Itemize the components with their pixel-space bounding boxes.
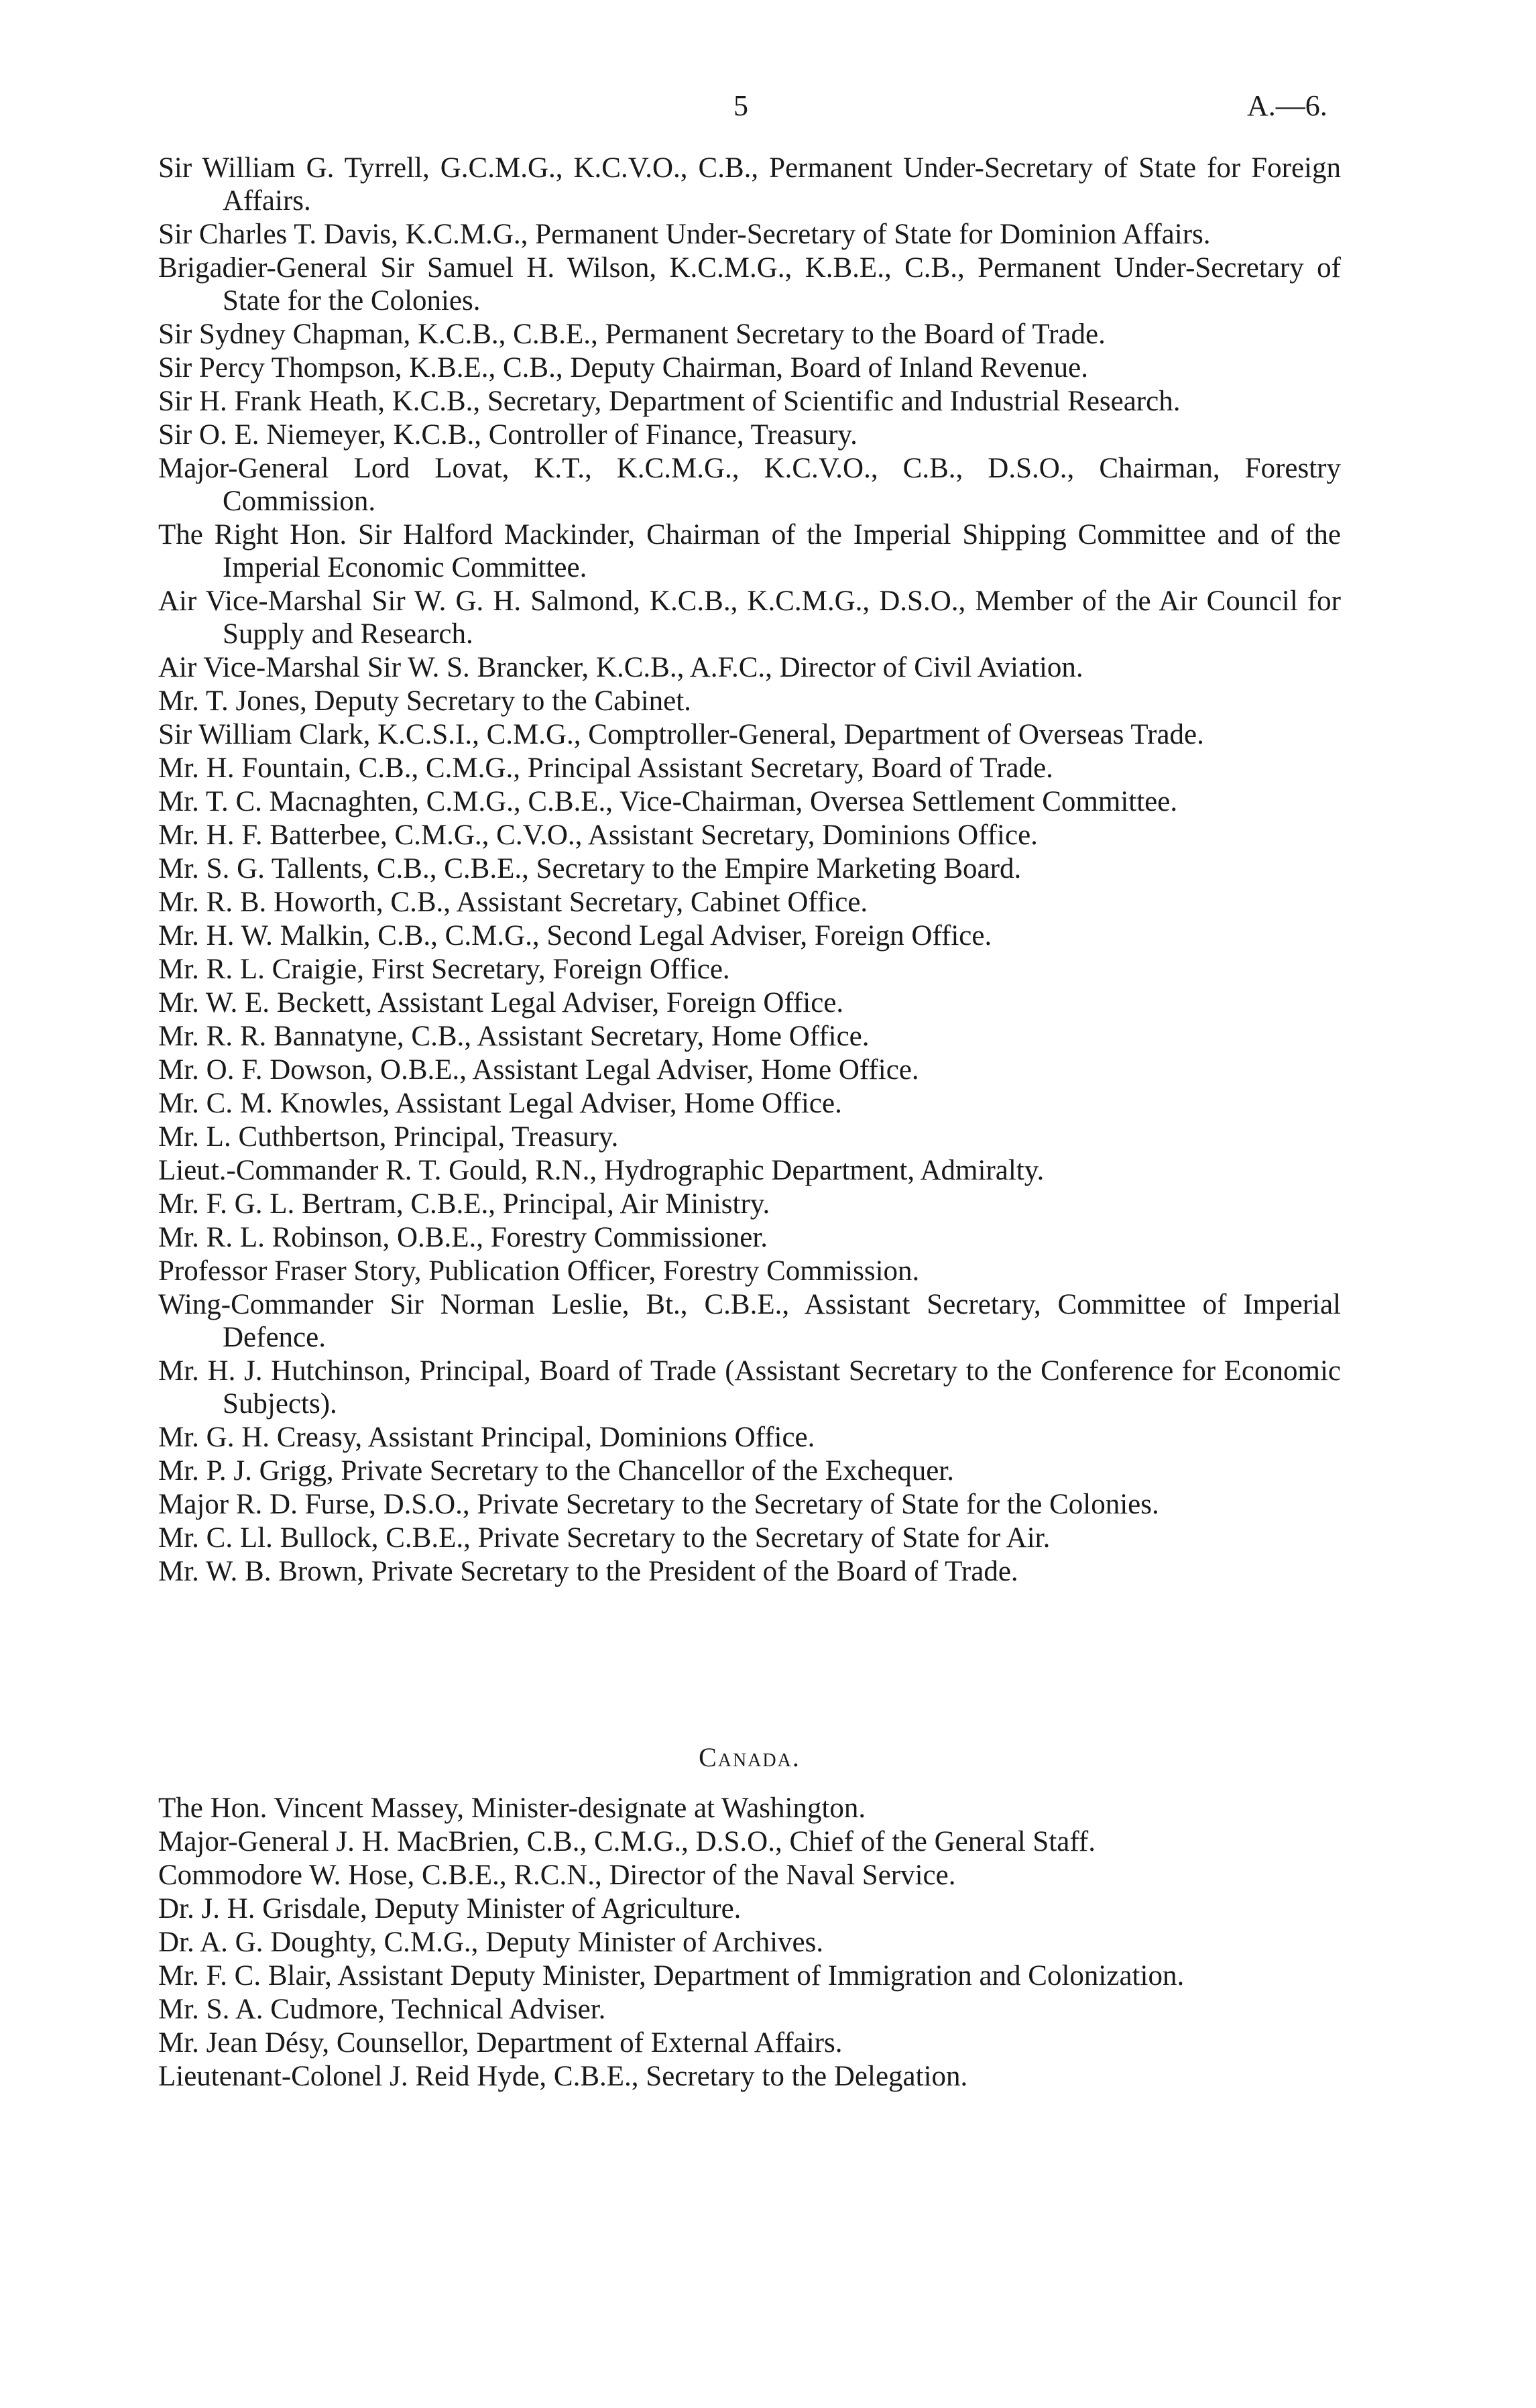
list-item: Lieutenant-Colonel J. Reid Hyde, C.B.E., Secretary to the Delegation.	[158, 2061, 968, 2092]
list-item: Sir Sydney Chapman, K.C.B., C.B.E., Permanent Secretary to the Board of Trade.	[158, 319, 1106, 350]
list-item: Mr. F. G. L. Bertram, C.B.E., Principal, Air Ministry.	[158, 1188, 770, 1220]
list-item: Major-General Lord Lovat, K.T., K.C.M.G., K.C.V.O., C.B., D.S.O., Chairman, Forestry Commission.	[158, 453, 1341, 517]
list-item: Mr. R. R. Bannatyne, C.B., Assistant Secretary, Home Office.	[158, 1021, 870, 1052]
list-item: Mr. T. Jones, Deputy Secretary to the Cabinet.	[158, 685, 691, 717]
list-item: Sir H. Frank Heath, K.C.B., Secretary, Department of Scientific and Industrial Research.	[158, 386, 1181, 417]
list-item: Air Vice-Marshal Sir W. S. Brancker, K.C.B., A.F.C., Director of Civil Aviation.	[158, 652, 1083, 683]
list-item: Mr. R. L. Robinson, O.B.E., Forestry Commissioner.	[158, 1222, 768, 1253]
list-item: Mr. S. A. Cudmore, Technical Adviser.	[158, 1994, 606, 2025]
list-item: Dr. A. G. Doughty, C.M.G., Deputy Minister of Archives.	[158, 1927, 824, 1958]
list-item: Mr. H. J. Hutchinson, Principal, Board of Trade (Assistant Secretary to the Conference for Economic Subjects).	[158, 1355, 1341, 1420]
list-item: Mr. G. H. Creasy, Assistant Principal, Dominions Office.	[158, 1422, 815, 1453]
list-item: Sir O. E. Niemeyer, K.C.B., Controller of Finance, Treasury.	[158, 419, 858, 451]
document-reference: A.—6.	[1247, 89, 1327, 122]
list-item: Mr. C. M. Knowles, Assistant Legal Adviser, Home Office.	[158, 1088, 842, 1119]
list-item: Mr. L. Cuthbertson, Principal, Treasury.	[158, 1121, 619, 1153]
list-item: Mr. P. J. Grigg, Private Secretary to the Chancellor of the Exchequer.	[158, 1455, 954, 1487]
list-item: Mr. R. L. Craigie, First Secretary, Foreign Office.	[158, 954, 730, 985]
list-item: Mr. S. G. Tallents, C.B., C.B.E., Secretary to the Empire Marketing Board.	[158, 853, 1022, 884]
list-item: Mr. H. W. Malkin, C.B., C.M.G., Second Legal Adviser, Foreign Office.	[158, 920, 992, 952]
list-item: Sir Percy Thompson, K.B.E., C.B., Deputy Chairman, Board of Inland Revenue.	[158, 352, 1088, 384]
list-item: Mr. H. Fountain, C.B., C.M.G., Principal Assistant Secretary, Board of Trade.	[158, 752, 1053, 784]
list-item: Mr. H. F. Batterbee, C.M.G., C.V.O., Assistant Secretary, Dominions Office.	[158, 819, 1038, 851]
uk-delegation-list	[158, 152, 1341, 1588]
list-item: Mr. T. C. Macnaghten, C.M.G., C.B.E., Vice-Chairman, Oversea Settlement Committee.	[158, 786, 1178, 817]
list-item: Major-General J. H. MacBrien, C.B., C.M.G., D.S.O., Chief of the General Staff.	[158, 1826, 1096, 1857]
list-item: Major R. D. Furse, D.S.O., Private Secretary to the Secretary of State for the Colonies.	[158, 1489, 1159, 1520]
list-item: Mr. O. F. Dowson, O.B.E., Assistant Legal Adviser, Home Office.	[158, 1054, 919, 1086]
section-heading-canada: Canada.	[699, 1742, 801, 1772]
list-item: Mr. C. Ll. Bullock, C.B.E., Private Secretary to the Secretary of State for Air.	[158, 1522, 1051, 1554]
list-item: Commodore W. Hose, C.B.E., R.C.N., Director of the Naval Service.	[158, 1859, 956, 1891]
list-item: The Hon. Vincent Massey, Minister-designate at Washington.	[158, 1792, 866, 1824]
list-item: Brigadier-General Sir Samuel H. Wilson, K.C.M.G., K.B.E., C.B., Permanent Under-Secretary of State for the Colonies.	[158, 252, 1341, 317]
canada-delegation-list	[158, 1792, 1341, 2093]
list-item: Lieut.-Commander R. T. Gould, R.N., Hydrographic Department, Admiralty.	[158, 1155, 1045, 1186]
list-item: Air Vice-Marshal Sir W. G. H. Salmond, K.C.B., K.C.M.G., D.S.O., Member of the Air Council for Supply and Research.	[158, 585, 1341, 650]
list-item: Professor Fraser Story, Publication Officer, Forestry Commission.	[158, 1255, 920, 1287]
list-item: Mr. F. C. Blair, Assistant Deputy Minister, Department of Immigration and Colonization.	[158, 1960, 1185, 1992]
list-item: Mr. R. B. Howorth, C.B., Assistant Secretary, Cabinet Office.	[158, 886, 868, 918]
list-item: Sir Charles T. Davis, K.C.M.G., Permanent Under-Secretary of State for Dominion Affairs.	[158, 219, 1211, 250]
list-item: Mr. W. E. Beckett, Assistant Legal Adviser, Foreign Office.	[158, 987, 844, 1019]
list-item: Mr. Jean Désy, Counsellor, Department of External Affairs.	[158, 2027, 843, 2059]
list-item: Mr. W. B. Brown, Private Secretary to the President of the Board of Trade.	[158, 1556, 1018, 1587]
list-item: The Right Hon. Sir Halford Mackinder, Chairman of the Imperial Shipping Committee and of the Imperial Economic Committee.	[158, 519, 1341, 583]
list-item: Wing-Commander Sir Norman Leslie, Bt., C.B.E., Assistant Secretary, Committee of Imperial Defence.	[158, 1289, 1341, 1353]
page-header	[0, 86, 1536, 126]
list-item: Dr. J. H. Grisdale, Deputy Minister of Agriculture.	[158, 1893, 742, 1925]
list-item: Sir William G. Tyrrell, G.C.M.G., K.C.V.O., C.B., Permanent Under-Secretary of State for Foreign Affairs.	[158, 152, 1341, 217]
page-number: 5	[733, 89, 748, 122]
list-item: Sir William Clark, K.C.S.I., C.M.G., Comptroller-General, Department of Overseas Trade.	[158, 719, 1204, 750]
